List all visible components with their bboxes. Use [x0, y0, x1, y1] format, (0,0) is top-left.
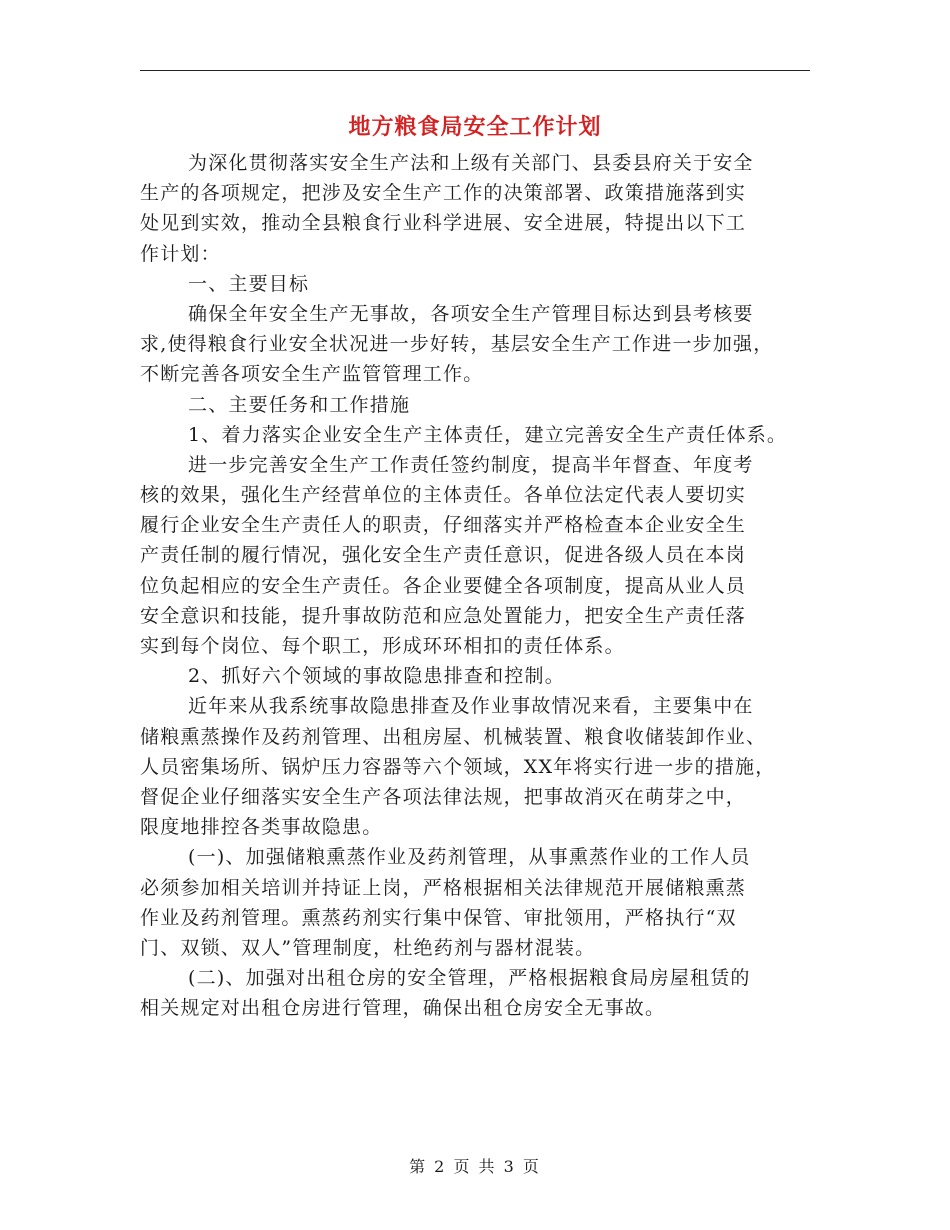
- paragraph-line: 为深化贯彻落实安全生产法和上级有关部门、县委县府关于安全: [188, 152, 754, 174]
- paragraph-line: 储粮熏蒸操作及药剂管理、出租房屋、机械装置、粮食收储装卸作业、: [140, 725, 767, 748]
- paragraph-line: 生产的各项规定，把涉及安全生产工作的决策部署、政策措施落到实: [140, 182, 747, 205]
- document-title: 地方粮食局安全工作计划: [348, 114, 602, 140]
- paragraph-line: 作业及药剂管理。熏蒸药剂实行集中保管、审批领用，严格执行“双: [140, 906, 737, 929]
- paragraph-line: 人员密集场所、锅炉压力容器等六个领域，XX年将实行进一步的措施，: [140, 755, 776, 778]
- paragraph-line: 不断完善各项安全生产监管管理工作。: [140, 363, 484, 386]
- page-number-footer: 第 2 页 共 3 页: [409, 1157, 541, 1176]
- document-body: [140, 148, 820, 1023]
- paragraph-line: (二)、加强对出租仓房的安全管理，严格根据粮食局房屋租赁的: [188, 967, 751, 990]
- paragraph-line: 督促企业仔细落实安全生产各项法律法规，把事故消灭在萌芽之中，: [140, 785, 747, 808]
- paragraph-line: 进一步完善安全生产工作责任签约制度，提高半年督查、年度考: [188, 453, 754, 476]
- paragraph-line: 作计划：: [140, 242, 221, 265]
- paragraph-line: 限度地排控各类事故隐患。: [140, 816, 383, 839]
- paragraph-line: 产责任制的履行情况，强化安全生产责任意识，促进各级人员在本岗: [140, 544, 747, 567]
- paragraph-line: 履行企业安全生产责任人的职责，仔细落实并严格检查本企业安全生: [140, 514, 747, 537]
- paragraph-line: 二、主要任务和工作措施: [188, 393, 411, 416]
- paragraph-line: 核的效果，强化生产经营单位的主体责任。各单位法定代表人要切实: [140, 484, 747, 507]
- paragraph-line: 安全意识和技能，提升事故防范和应急处置能力，把安全生产责任落: [140, 604, 747, 627]
- paragraph-line: 1、着力落实企业安全生产主体责任，建立完善安全生产责任体系。: [188, 423, 788, 446]
- paragraph-line: 2、抓好六个领域的事故隐患排查和控制。: [188, 665, 565, 688]
- paragraph-line: 门、双锁、双人”管理制度，杜绝药剂与器材混装。: [140, 936, 596, 959]
- paragraph-line: 位负起相应的安全生产责任。各企业要健全各项制度，提高从业人员: [140, 574, 747, 597]
- paragraph-line: 确保全年安全生产无事故，各项安全生产管理目标达到县考核要: [188, 302, 754, 325]
- paragraph-line: 处见到实效，推动全县粮食行业科学进展、安全进展，特提出以下工: [140, 212, 747, 235]
- paragraph-line: 近年来从我系统事故隐患排查及作业事故情况来看，主要集中在: [188, 695, 754, 718]
- paragraph-line: (一)、加强储粮熏蒸作业及药剂管理，从事熏蒸作业的工作人员: [188, 846, 751, 869]
- paragraph-line: 必须参加相关培训并持证上岗，严格根据相关法律规范开展储粮熏蒸: [140, 876, 747, 899]
- paragraph-line: 相关规定对出租仓房进行管理，确保出租仓房安全无事故。: [140, 997, 666, 1020]
- paragraph-line: 求,使得粮食行业安全状况进一步好转，基层安全生产工作进一步加强，: [140, 333, 774, 356]
- header-rule: [140, 70, 810, 71]
- paragraph-line: 实到每个岗位、每个职工，形成环环相扣的责任体系。: [140, 635, 625, 657]
- paragraph-line: 一、主要目标: [188, 272, 310, 295]
